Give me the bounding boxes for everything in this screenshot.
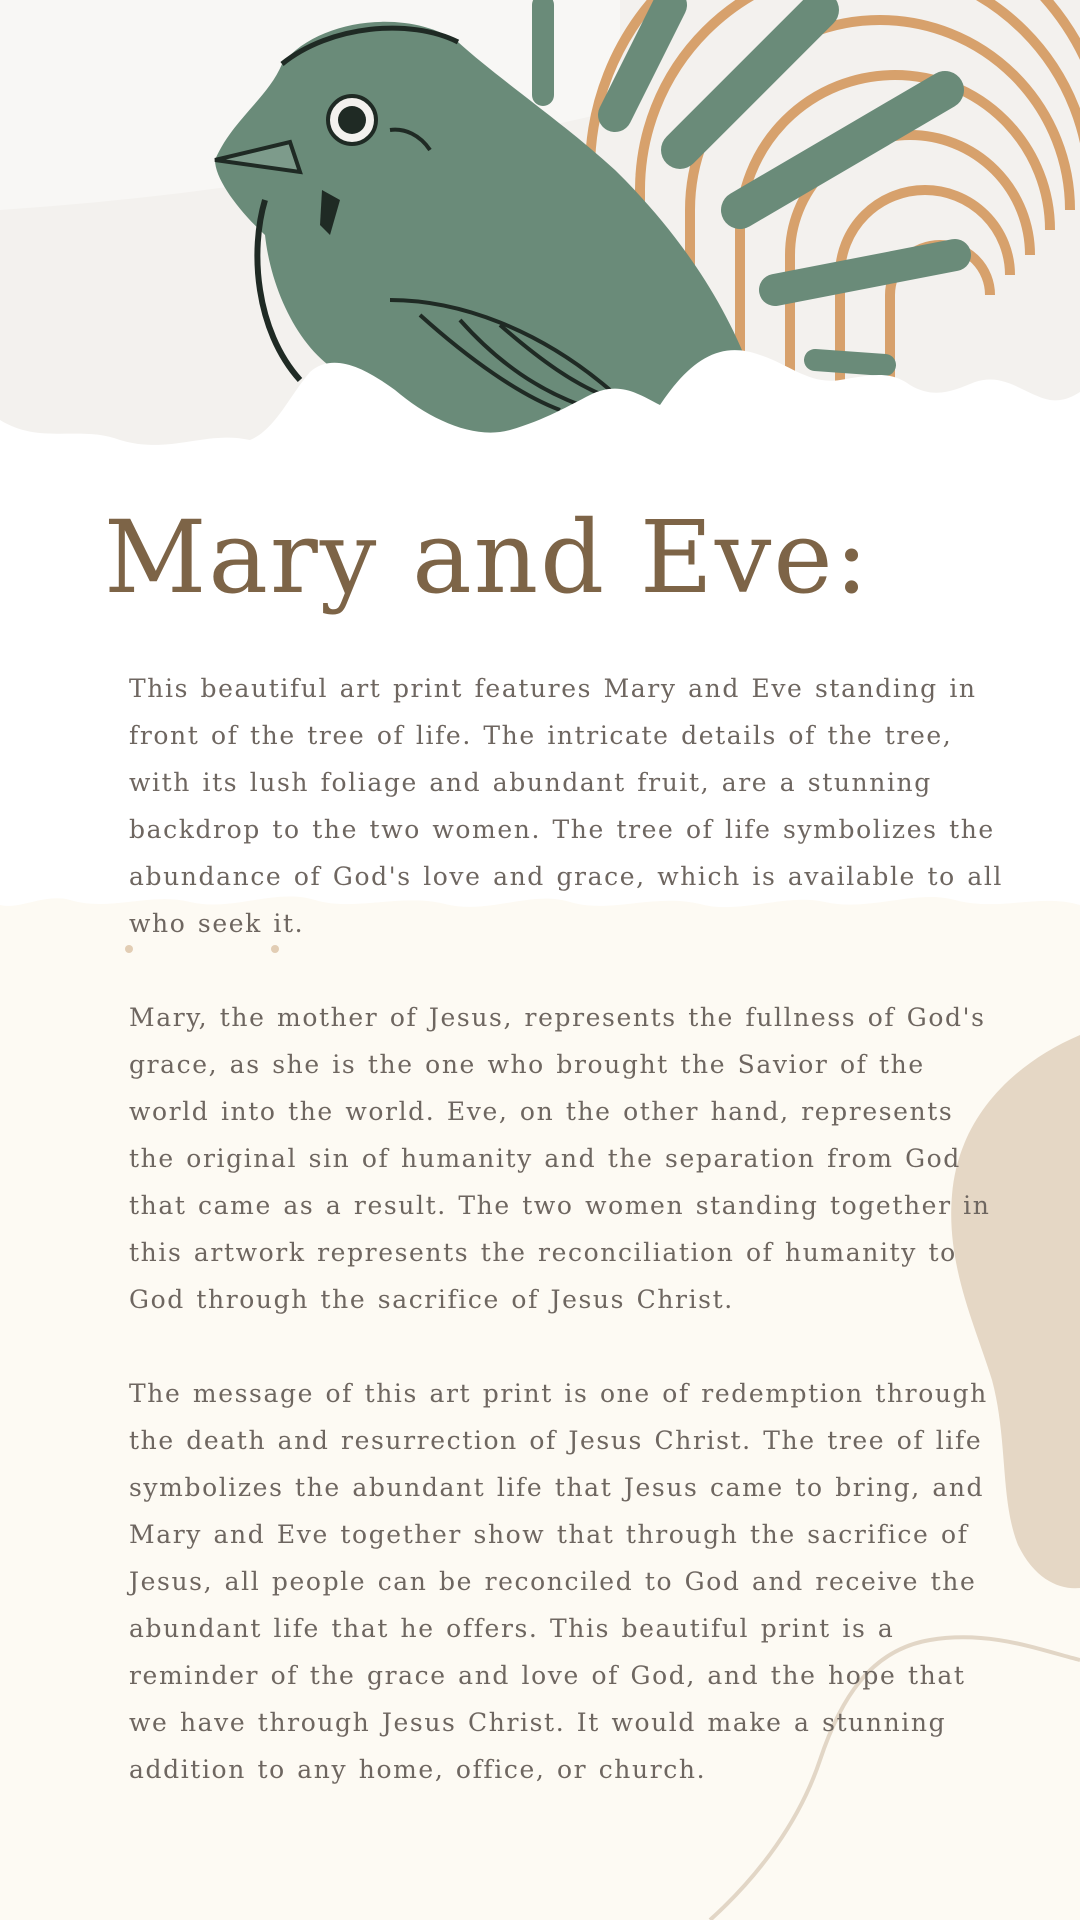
paragraph-mary: Mary, the mother of Jesus, represents the fullness of God's grace, as she is the one who brought the Savior of the world into the world. Eve, on the other hand, represents the original sin of humanity and the separation from God that came as a result. The two women standing together in this artwork represents the reconciliation of humanity to God through the sacrifice of Jesus Christ. (129, 1003, 991, 1314)
paragraph-intro: This beautiful art print features Mary and Eve standing in front of the tree of life. The intricate details of the tree, with its lush foliage and abundant fruit, are a stunning backdrop to the two women. The tree of life symbolizes the abundance of God's love and grace, which is available to all who seek it. (129, 674, 1004, 938)
paragraph-message: The message of this art print is one of redemption through the death and resurrection of Jesus Christ. The tree of life symbolizes the abundant life that Jesus came to bring, and Mary and Eve together show that through the sacrifice of Jesus, all people can be reconciled to God and receive the abundant life that he offers. This beautiful print is a reminder of the grace and love of God, and the hope that we have through Jesus Christ. It would make a stunning addition to any home, office, or church. (129, 1379, 988, 1784)
article-body (129, 665, 1009, 1840)
bird-illustration (0, 0, 1080, 480)
page-title: Mary and Eve: (104, 499, 871, 616)
